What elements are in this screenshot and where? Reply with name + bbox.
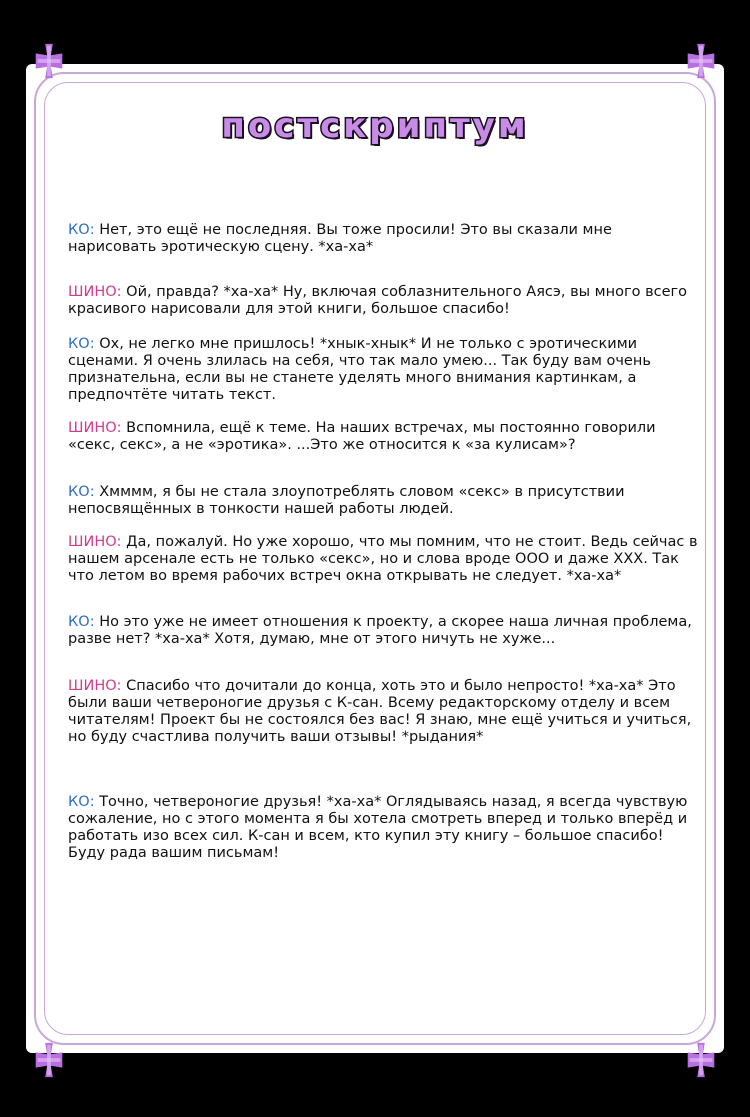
dialogue-text: Ох, не легко мне пришлось! *хнык-хнык* И не только с эротическими сценами. Я очень злилась на себя, что так мало умею... Так буду вам очень признательна, если вы не станете уделять много внимания картинкам, а предпочтёте читать текст. [68,336,651,403]
dialogue-text: Нет, это ещё не последняя. Вы тоже просили! Это вы сказали мне нарисовать эротическую сцену. *ха-ха* [68,222,612,255]
dialogue-paragraph [68,222,698,256]
dialogue-paragraph [68,614,698,648]
speaker-label: ШИНО: [68,678,122,694]
cross-pattee-icon [30,42,68,80]
speaker-label: КО: [68,336,95,352]
speaker-label: КО: [68,794,95,810]
dialogue-paragraph [68,336,698,404]
dialogue-paragraph [68,794,698,862]
speaker-label: КО: [68,484,95,500]
page-title: постскриптум [221,106,529,146]
dialogue-text: Точно, четвероногие друзья! *ха-ха* Оглядываясь назад, я всегда чувствую сожаление, но с этого момента я бы хотела смотреть вперед и только вперёд и работать изо всех сил. К-сан и всем, кто купил эту книгу – большое спасибо! Буду рада вашим письмам! [68,794,688,861]
dialogue-text: Вспомнила, ещё к теме. На наших встречах, мы постоянно говорили «секс, секс», а не «эротика». ...Это же относится к «за кулисам»? [68,420,656,453]
dialogue-paragraph [68,678,698,746]
dialogue-text: Да, пожалуй. Но уже хорошо, что мы помним, что не стоит. Ведь сейчас в нашем арсенале есть не только «секс», но и слова вроде ООО и даже XXX. Так что летом во время рабочих встреч окна открывать не следует. *ха-ха* [68,534,698,584]
dialogue-paragraph [68,534,698,585]
cross-pattee-icon [682,42,720,80]
dialogue-text: Но это уже не имеет отношения к проекту, а скорее наша личная проблема, разве нет? *ха-ха* Хотя, думаю, мне от этого ничуть не хуже... [68,614,692,647]
speaker-label: КО: [68,222,95,238]
dialogue-paragraph [68,484,698,518]
dialogue-text: Хмммм, я бы не стала злоупотреблять словом «секс» в присутствии непосвящённых в тонкости нашей работы людей. [68,484,625,517]
speaker-label: ШИНО: [68,534,122,550]
speaker-label: ШИНО: [68,420,122,436]
cross-pattee-icon [682,1041,720,1079]
speaker-label: КО: [68,614,95,630]
speaker-label: ШИНО: [68,284,122,300]
dialogue-text: Спасибо что дочитали до конца, хоть это и было непросто! *ха-ха* Это были ваши четвероногие друзья с К-сан. Всему редакторскому отделу и всем читателям! Проект бы не состоялся без вас! Я знаю, мне ещё учиться и учиться, но буду счастлива получить ваши отзывы! *рыдания* [68,678,692,745]
dialogue-paragraph [68,420,698,454]
page-title-wrap [160,104,590,148]
cross-pattee-icon [30,1041,68,1079]
dialogue-text: Ой, правда? *ха-ха* Ну, включая соблазнительного Аясэ, вы много всего красивого нарисовали для этой книги, большое спасибо! [68,284,687,317]
dialogue-paragraph [68,284,698,318]
